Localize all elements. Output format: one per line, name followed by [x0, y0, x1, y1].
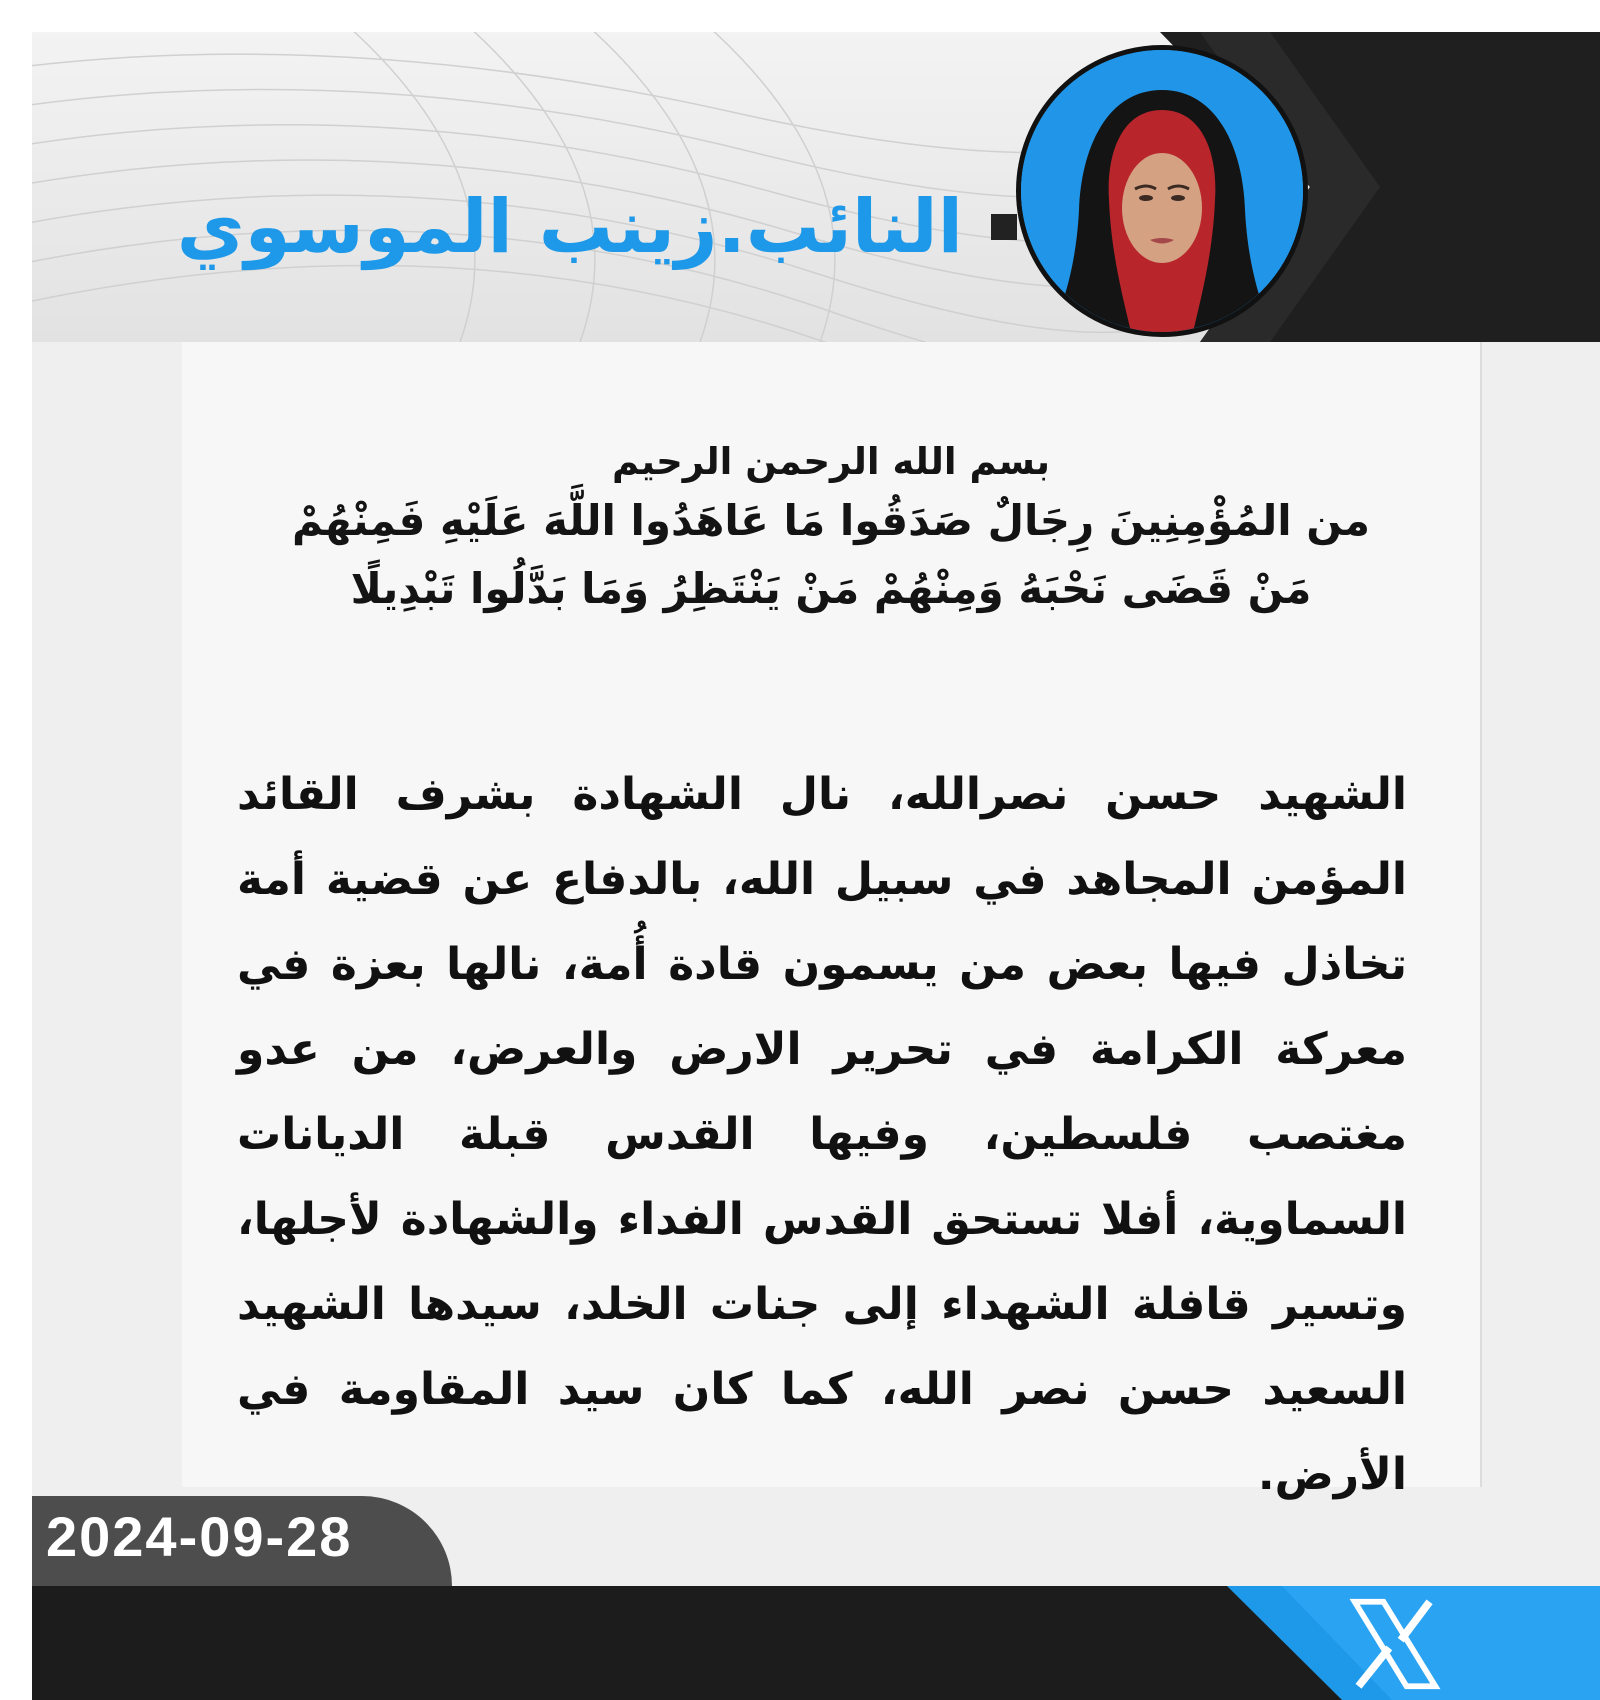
portrait-photo-icon [1021, 50, 1303, 332]
square-bullet-icon [991, 214, 1017, 240]
title-row [157, 172, 1017, 282]
post-date: 2024-09-28 [46, 1505, 353, 1568]
verse-line-1: من المُؤْمِنِينَ رِجَالٌ صَدَقُوا مَا عَاهَدُوا اللَّهَ عَلَيْهِ فَمِنْهُمْ [291, 496, 1371, 545]
footer-bar [32, 1586, 1600, 1700]
avatar [1016, 45, 1308, 337]
x-logo-icon[interactable] [1347, 1594, 1443, 1694]
author-name: النائب.زينب الموسوي [176, 184, 963, 270]
statement-paragraph: الشهيد حسن نصرالله، نال الشهادة بشرف القائد المؤمن المجاهد في سبيل الله، بالدفاع عن قضية أمة تخاذل فيها بعض من يسمون قادة أُمة، نالها بعزة في معركة الكرامة في تحرير الارض والعرض، من عدو مغتصب فلسطين، وفيها القدس قبلة الديانات السماوية، أفلا تستحق القدس الفداء والشهادة لأجلها، وتسير قافلة الشهداء إلى جنات الخلد، سيدها الشهيد السعيد حسن نصر الله، كما كان سيد المقاومة في الأرض. [237, 769, 1407, 1500]
verse-line-2: مَنْ قَضَى نَحْبَهُ وَمِنْهُمْ مَنْ يَنْتَظِرُ وَمَا بَدَّلُوا تَبْدِيلًا [350, 564, 1312, 613]
post-card [32, 32, 1600, 1700]
bismillah: بسم الله الرحمن الرحيم [611, 440, 1051, 483]
quran-verse [182, 437, 1480, 623]
header-band [32, 32, 1600, 342]
content-area [182, 342, 1482, 1500]
